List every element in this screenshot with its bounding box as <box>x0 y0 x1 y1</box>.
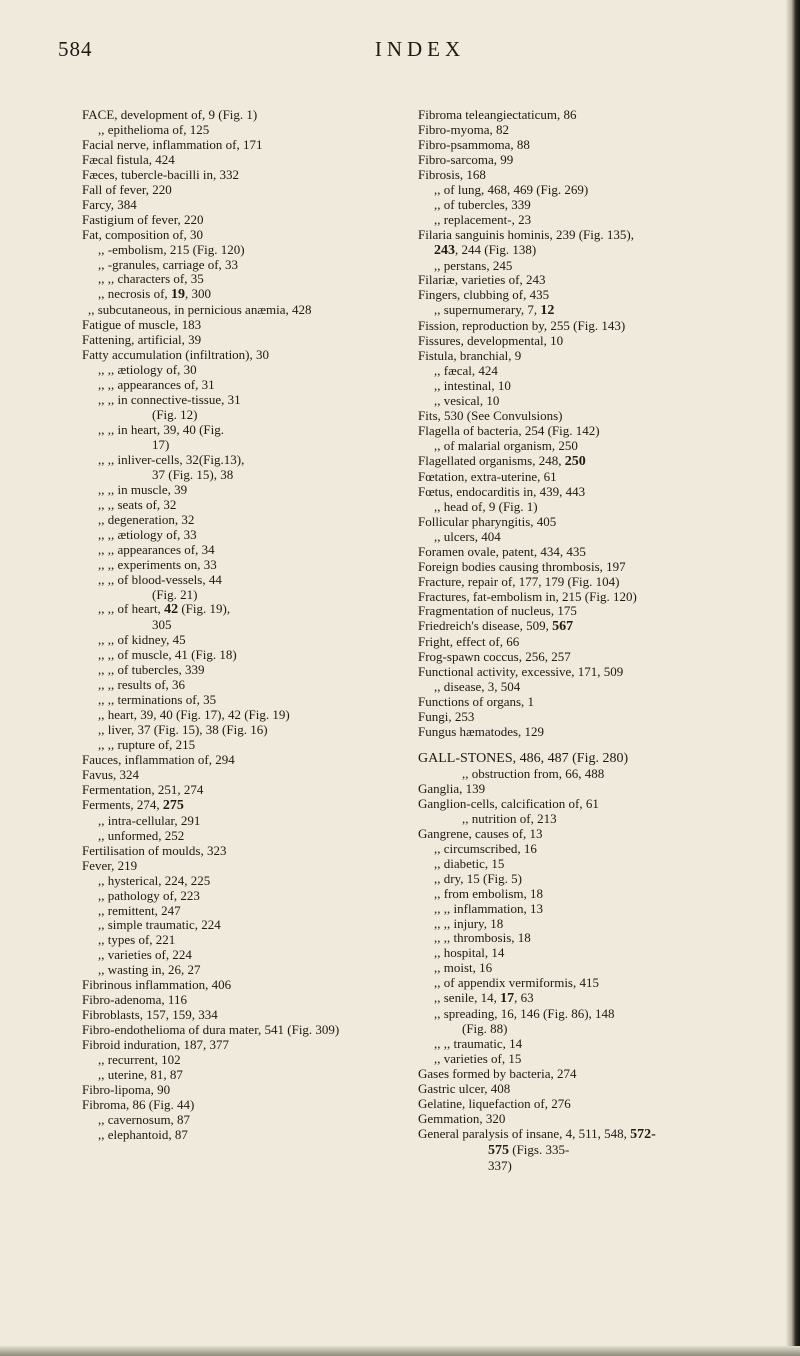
index-entry-text: Fright, effect of, 66 <box>418 634 520 650</box>
index-entry <box>82 753 382 768</box>
index-entry <box>82 1008 382 1023</box>
index-entry-text: ,, hysterical, 224, 225 <box>98 872 211 888</box>
index-entry-text: ,, intestinal, 10 <box>434 378 511 394</box>
index-entry <box>82 393 382 408</box>
index-entry <box>82 633 382 648</box>
index-entry <box>82 708 382 723</box>
index-entry-text: Fibro-lipoma, 90 <box>82 1081 171 1097</box>
index-entry-text: Fibro-adenoma, 116 <box>82 992 187 1008</box>
index-entry <box>418 303 728 319</box>
index-entry-text-after: , 244 (Fig. 138) <box>455 241 537 257</box>
index-entry-text: Fæcal fistula, 424 <box>82 151 175 167</box>
index-entry-text: ,, ,, of tubercles, 339 <box>98 662 205 678</box>
index-entry-text: ,, cavernosum, 87 <box>98 1111 191 1127</box>
index-entry-text: Gases formed by bacteria, 274 <box>418 1066 577 1082</box>
index-entry <box>418 349 728 364</box>
index-entry <box>82 363 382 378</box>
index-entry <box>418 782 728 797</box>
book-spine-shadow <box>786 0 800 1356</box>
index-entry-text: ,, recurrent, 102 <box>98 1052 181 1068</box>
index-entry <box>418 619 728 635</box>
index-entry-text: ,, wasting in, 26, 27 <box>98 962 201 978</box>
index-entry <box>82 648 382 663</box>
index-entry-text: Fibrinous inflammation, 406 <box>82 977 232 993</box>
index-entry <box>82 1083 382 1098</box>
index-entry <box>82 558 382 573</box>
index-entry <box>82 678 382 693</box>
index-entry <box>82 1098 382 1113</box>
index-entry-text-after: , 300 <box>184 286 211 302</box>
index-entry-text: ,, subcutaneous, in pernicious anæmia, 428 <box>88 302 312 318</box>
index-entry <box>82 318 382 333</box>
index-entry <box>418 725 728 740</box>
index-entry <box>418 259 728 274</box>
index-entry <box>82 528 382 543</box>
index-entry <box>418 409 728 424</box>
index-entry <box>418 153 728 168</box>
index-column-right <box>418 108 728 1174</box>
index-entry <box>418 1082 728 1097</box>
index-entry <box>418 560 728 575</box>
index-entry-text: ,, -embolism, 215 (Fig. 120) <box>98 241 245 257</box>
index-entry <box>82 933 382 948</box>
index-entry-text: Flagella of bacteria, 254 (Fig. 142) <box>418 423 600 439</box>
index-entry <box>82 889 382 904</box>
index-entry-text: Ferments, 274, <box>82 796 163 812</box>
index-entry <box>82 993 382 1008</box>
index-entry-text: ,, ,, of kidney, 45 <box>98 632 186 648</box>
index-entry-text: Fractures, fat-embolism in, 215 (Fig. 120) <box>418 588 637 604</box>
index-entry <box>418 288 728 303</box>
index-entry-text: ,, from embolism, 18 <box>434 885 544 901</box>
index-entry-text: ,, ,, seats of, 32 <box>98 496 177 512</box>
index-entry-text: 17) <box>152 436 170 452</box>
index-entry-text: Fibroid induration, 187, 377 <box>82 1037 229 1053</box>
index-entry-text: ,, liver, 37 (Fig. 15), 38 (Fig. 16) <box>98 722 268 738</box>
index-entry <box>82 768 382 783</box>
running-head: INDEX <box>374 37 466 61</box>
index-entry-text: ,, ,, appearances of, 31 <box>98 377 215 393</box>
index-entry <box>82 243 382 258</box>
index-entry <box>82 783 382 798</box>
index-entry <box>418 213 728 228</box>
index-entry-text: ,, degeneration, 32 <box>98 511 195 527</box>
index-entry <box>418 872 728 887</box>
index-entry-bold-page: 42 <box>164 602 179 618</box>
index-entry <box>82 258 382 273</box>
index-entry-text: Fibrosis, 168 <box>418 166 486 182</box>
index-entry-text: Fungi, 253 <box>418 709 475 725</box>
index-entry <box>82 228 382 243</box>
index-entry-text: ,, of tubercles, 339 <box>434 196 531 212</box>
index-entry-text: GALL-STONES, 486, 487 (Fig. 280) <box>418 751 629 767</box>
index-entry-text: Functions of organs, 1 <box>418 694 535 710</box>
index-entry-text: ,, varieties of, 15 <box>434 1051 522 1067</box>
index-entry <box>82 498 382 513</box>
index-entry <box>418 752 728 767</box>
index-entry-text: Fistula, branchial, 9 <box>418 348 522 364</box>
index-entry-text: ,, moist, 16 <box>434 960 493 976</box>
index-entry <box>82 408 382 423</box>
index-entry <box>418 485 728 500</box>
index-entry-text: Fibroblasts, 157, 159, 334 <box>82 1007 218 1023</box>
index-entry-text: Follicular pharyngitis, 405 <box>418 513 557 529</box>
index-entry-text: Fall of fever, 220 <box>82 181 172 197</box>
index-entry-text: (Fig. 21) <box>152 586 198 602</box>
index-entry-bold-page: 19 <box>170 287 185 303</box>
index-entry-text: ,, types of, 221 <box>98 932 176 948</box>
index-entry <box>82 859 382 874</box>
index-entry-text: 305 <box>152 617 172 633</box>
index-entry-text: ,, ,, of muscle, 41 (Fig. 18) <box>98 647 237 663</box>
index-entry <box>418 991 728 1007</box>
index-entry-bold-page: 17 <box>500 991 515 1007</box>
index-entry-text: Fibro-endothelioma of dura mater, 541 (Fig. 309) <box>82 1022 340 1038</box>
index-entry-text: Fattening, artificial, 39 <box>82 332 202 348</box>
index-entry <box>82 108 382 123</box>
index-entry-text: Fastigium of fever, 220 <box>82 211 204 227</box>
index-entry <box>82 543 382 558</box>
index-entry <box>418 1067 728 1082</box>
index-entry <box>82 378 382 393</box>
index-entry-text: Fibroma, 86 (Fig. 44) <box>82 1096 195 1112</box>
index-entry <box>418 515 728 530</box>
index-entry-text: ,, ,, inflammation, 13 <box>434 900 544 916</box>
page-bottom-edge <box>0 1346 800 1356</box>
index-entry <box>82 468 382 483</box>
index-entry <box>82 948 382 963</box>
index-entry <box>82 573 382 588</box>
index-entry <box>418 1127 728 1143</box>
index-entry-text: ,, pathology of, 223 <box>98 887 200 903</box>
index-entry <box>82 618 382 633</box>
index-entry <box>418 500 728 515</box>
index-entry <box>418 575 728 590</box>
index-entry-text: 37 (Fig. 15), 38 <box>152 466 234 482</box>
index-entry-text: ,, ,, thrombosis, 18 <box>434 930 531 946</box>
index-entry <box>418 198 728 213</box>
index-entry-text: Fat, composition of, 30 <box>82 226 203 242</box>
index-entry <box>418 470 728 485</box>
index-entry <box>82 1038 382 1053</box>
index-entry-text: ,, ,, ætiology of, 33 <box>98 526 197 542</box>
index-entry-text: Fissures, developmental, 10 <box>418 333 564 349</box>
index-entry-text: Fœtation, extra-uterine, 61 <box>418 468 557 484</box>
index-entry-bold-page: 243 <box>434 242 455 258</box>
index-entry <box>82 602 382 618</box>
index-entry <box>82 272 382 287</box>
index-entry-text: ,, elephantoid, 87 <box>98 1126 188 1142</box>
index-entry <box>82 287 382 303</box>
index-entry-text: Gangrene, causes of, 13 <box>418 825 543 841</box>
index-entry-text: ,, perstans, 245 <box>434 257 513 273</box>
index-entry-text: Functional activity, excessive, 171, 509 <box>418 664 624 680</box>
index-entry <box>82 348 382 363</box>
index-entry <box>418 887 728 902</box>
index-entry-text: ,, ,, rupture of, 215 <box>98 737 196 753</box>
index-entry <box>82 183 382 198</box>
index-entry <box>418 680 728 695</box>
index-entry-text: Friedreich's disease, 509, <box>418 618 553 634</box>
index-entry <box>418 138 728 153</box>
index-entry-text: Fæces, tubercle-bacilli in, 332 <box>82 166 240 182</box>
index-entry <box>82 198 382 213</box>
index-entry <box>418 1159 728 1174</box>
index-entry <box>418 812 728 827</box>
index-entry <box>418 379 728 394</box>
index-entry-text: Fibro-sarcoma, 99 <box>418 151 514 167</box>
index-entry-text: ,, circumscribed, 16 <box>434 840 537 856</box>
index-entry <box>418 1037 728 1052</box>
index-entry <box>82 829 382 844</box>
page-number: 584 <box>58 37 93 61</box>
index-entry <box>82 663 382 678</box>
index-entry-text: Fission, reproduction by, 255 (Fig. 143) <box>418 318 626 334</box>
index-entry-text: ,, intra-cellular, 291 <box>98 812 201 828</box>
index-entry-text: General paralysis of insane, 4, 511, 548, <box>418 1125 631 1141</box>
index-entry <box>418 228 728 243</box>
index-entry-text: Filariæ, varieties of, 243 <box>418 272 546 288</box>
index-entry-text: ,, replacement-, 23 <box>434 211 532 227</box>
index-entry-text: ,, uterine, 81, 87 <box>98 1067 183 1082</box>
index-entry-text: ,, ,, results of, 36 <box>98 677 186 693</box>
index-entry-text: ,, nutrition of, 213 <box>462 810 557 826</box>
index-entry-text: ,, ,, ætiology of, 30 <box>98 362 197 378</box>
index-entry <box>418 545 728 560</box>
index-entry <box>418 917 728 932</box>
index-entry-text: ,, ulcers, 404 <box>434 528 501 544</box>
index-entry <box>418 394 728 409</box>
index-entry <box>418 931 728 946</box>
index-entry-text: Gelatine, liquefaction of, 276 <box>418 1095 571 1111</box>
index-entry-text: Fragmentation of nucleus, 175 <box>418 603 577 619</box>
index-entry <box>82 483 382 498</box>
index-entry-text: ,, ,, in muscle, 39 <box>98 481 188 497</box>
index-entry-text: ,, vesical, 10 <box>434 393 500 409</box>
index-entry-text: ,, ,, of blood-vessels, 44 <box>98 571 222 587</box>
index-entry-text: ,, supernumerary, 7, <box>434 302 541 318</box>
index-entry-text: ,, senile, 14, <box>434 990 501 1006</box>
index-entry-text: ,, ,, of heart, <box>98 601 165 617</box>
index-entry-text: Farcy, 384 <box>82 196 137 212</box>
index-entry-text: ,, varieties of, 224 <box>98 947 192 963</box>
index-entry-text: Foreign bodies causing thrombosis, 197 <box>418 558 626 574</box>
index-entry-text: ,, heart, 39, 40 (Fig. 17), 42 (Fig. 19) <box>98 707 290 723</box>
index-entry <box>418 857 728 872</box>
index-entry <box>418 1007 728 1022</box>
index-entry <box>418 530 728 545</box>
index-entry-text: Fermentation, 251, 274 <box>82 781 204 797</box>
index-entry <box>82 588 382 603</box>
index-entry-text: ,, unformed, 252 <box>98 827 185 843</box>
index-entry <box>418 961 728 976</box>
index-entry-text: ,, ,, traumatic, 14 <box>434 1036 523 1052</box>
index-entry <box>418 319 728 334</box>
index-entry <box>82 423 382 438</box>
index-entry-text: ,, necrosis of, <box>98 286 171 302</box>
index-entry-text: ,, simple traumatic, 224 <box>98 917 221 933</box>
index-entry-bold-page: 572- <box>630 1126 656 1142</box>
index-entry <box>418 454 728 470</box>
index-entry-text-after: (Figs. 335- <box>509 1141 570 1157</box>
index-entry-text: ,, obstruction from, 66, 488 <box>462 765 605 781</box>
index-entry <box>418 424 728 439</box>
index-entry <box>82 168 382 183</box>
index-entry <box>418 902 728 917</box>
index-entry-text: ,, ,, inliver-cells, 32(Fig.13), <box>98 451 245 467</box>
index-entry <box>418 797 728 812</box>
index-entry <box>418 1052 728 1067</box>
index-entry <box>82 1023 382 1038</box>
index-entry-text: Frog-spawn coccus, 256, 257 <box>418 649 571 665</box>
index-entry <box>82 874 382 889</box>
index-entry-text: Ganglion-cells, calcification of, 61 <box>418 795 599 811</box>
index-entry <box>82 963 382 978</box>
index-entry-text: Favus, 324 <box>82 766 140 782</box>
index-entry-text: Flagellated organisms, 248, <box>418 452 565 468</box>
index-entry <box>418 590 728 605</box>
index-entry-text: ,, fæcal, 424 <box>434 363 498 379</box>
index-entry-text: Fatigue of muscle, 183 <box>82 317 202 333</box>
index-entry <box>418 1097 728 1112</box>
index-entry <box>418 650 728 665</box>
page-header <box>0 37 790 67</box>
index-entry <box>418 108 728 123</box>
index-entry <box>82 438 382 453</box>
index-entry <box>82 138 382 153</box>
index-entry <box>82 918 382 933</box>
index-entry-text: Fever, 219 <box>82 857 138 873</box>
index-entry <box>82 814 382 829</box>
index-entry-text: ,, dry, 15 (Fig. 5) <box>434 870 522 886</box>
index-entry-text: Fibro-myoma, 82 <box>418 121 509 137</box>
index-entry <box>82 303 382 318</box>
index-entry <box>418 439 728 454</box>
index-entry <box>82 123 382 138</box>
index-entry <box>82 904 382 919</box>
index-entry-text: Fits, 530 (See Convulsions) <box>418 408 563 424</box>
index-entry-text: ,, of appendix vermiformis, 415 <box>434 975 599 991</box>
index-entry <box>418 123 728 138</box>
index-entry-text: Fertilisation of moulds, 323 <box>82 842 227 858</box>
index-entry <box>82 1053 382 1068</box>
index-entry <box>418 168 728 183</box>
index-entry-text: ,, ,, terminations of, 35 <box>98 692 217 708</box>
index-entry-text: Fauces, inflammation of, 294 <box>82 751 235 767</box>
index-entry-text: Fungus hæmatodes, 129 <box>418 724 545 740</box>
index-entry <box>82 453 382 468</box>
index-entry <box>418 827 728 842</box>
index-entry <box>418 695 728 710</box>
index-entry <box>82 738 382 753</box>
index-entry-text: Fibro-psammoma, 88 <box>418 136 530 152</box>
index-entry-bold-page: 12 <box>540 303 555 319</box>
index-entry <box>418 364 728 379</box>
index-entry-text: ,, hospital, 14 <box>434 945 505 961</box>
index-entry-text: ,, ,, appearances of, 34 <box>98 541 215 557</box>
index-column-left <box>82 108 382 1143</box>
index-entry-text-after: (Fig. 19), <box>178 601 231 617</box>
index-entry <box>418 710 728 725</box>
index-entry-text: Facial nerve, inflammation of, 171 <box>82 136 263 152</box>
index-entry-text: ,, head of, 9 (Fig. 1) <box>434 498 538 514</box>
index-entry-bold-page: 567 <box>552 619 574 635</box>
index-entry <box>418 273 728 288</box>
index-entry-text: Fibroma teleangiectaticum, 86 <box>418 107 577 122</box>
index-entry <box>418 665 728 680</box>
index-entry-text: ,, epithelioma of, 125 <box>98 121 210 137</box>
index-entry-text: Foramen ovale, patent, 434, 435 <box>418 543 586 559</box>
index-entry-text: FACE, development of, 9 (Fig. 1) <box>82 107 258 122</box>
index-entry-text: ,, ,, experiments on, 33 <box>98 556 217 572</box>
index-entry <box>82 153 382 168</box>
index-entry-text: Ganglia, 139 <box>418 780 486 796</box>
index-entry <box>418 842 728 857</box>
index-entry-text-after: , 63 <box>514 990 534 1006</box>
index-entry <box>82 693 382 708</box>
index-entry <box>418 1112 728 1127</box>
index-entry <box>418 946 728 961</box>
index-entry <box>82 333 382 348</box>
index-entry-text: ,, ,, injury, 18 <box>434 915 504 931</box>
index-entry-text: Fatty accumulation (infiltration), 30 <box>82 347 270 363</box>
index-entry <box>82 844 382 859</box>
index-entry <box>418 604 728 619</box>
index-entry <box>82 798 382 814</box>
index-entry <box>82 978 382 993</box>
index-entry-text: (Fig. 88) <box>462 1021 508 1037</box>
index-entry-text: ,, remittent, 247 <box>98 902 181 918</box>
index-entry <box>82 1068 382 1083</box>
index-entry-text: ,, of malarial organism, 250 <box>434 437 578 453</box>
index-entry-text: ,, spreading, 16, 146 (Fig. 86), 148 <box>434 1006 615 1022</box>
index-entry-bold-page: 575 <box>488 1142 509 1158</box>
index-entry <box>82 1113 382 1128</box>
index-entry-text: ,, ,, in heart, 39, 40 (Fig. <box>98 422 225 438</box>
index-entry-text: ,, -granules, carriage of, 33 <box>98 256 239 272</box>
index-entry-text: Gastric ulcer, 408 <box>418 1081 511 1096</box>
index-entry-text: (Fig. 12) <box>152 407 198 423</box>
index-entry-text: Filaria sanguinis hominis, 239 (Fig. 135), <box>418 226 634 242</box>
index-entry-text: ,, ,, in connective-tissue, 31 <box>98 392 241 408</box>
index-entry-text: ,, diabetic, 15 <box>434 855 505 871</box>
index-entry-text: ,, disease, 3, 504 <box>434 679 521 695</box>
index-entry-text: Fracture, repair of, 177, 179 (Fig. 104) <box>418 573 620 589</box>
index-entry-bold-page: 275 <box>162 797 184 813</box>
index-entry-text: Gemmation, 320 <box>418 1110 506 1126</box>
index-entry <box>82 213 382 228</box>
index-entry <box>418 183 728 198</box>
index-entry <box>418 767 728 782</box>
index-entry-text: Fœtus, endocarditis in, 439, 443 <box>418 483 586 499</box>
index-entry-bold-page: 250 <box>564 453 586 469</box>
index-entry <box>418 1143 728 1159</box>
index-entry <box>418 635 728 650</box>
index-entry <box>418 243 728 259</box>
index-entry-text: ,, ,, characters of, 35 <box>98 271 204 287</box>
index-entry <box>418 976 728 991</box>
index-entry <box>82 723 382 738</box>
index-entry-text: ,, of lung, 468, 469 (Fig. 269) <box>434 181 589 197</box>
index-entry <box>82 1128 382 1143</box>
index-entry <box>418 334 728 349</box>
index-entry-text: Fingers, clubbing of, 435 <box>418 287 550 303</box>
index-entry <box>418 1022 728 1037</box>
index-entry <box>82 513 382 528</box>
index-entry-text: 337) <box>488 1157 512 1173</box>
